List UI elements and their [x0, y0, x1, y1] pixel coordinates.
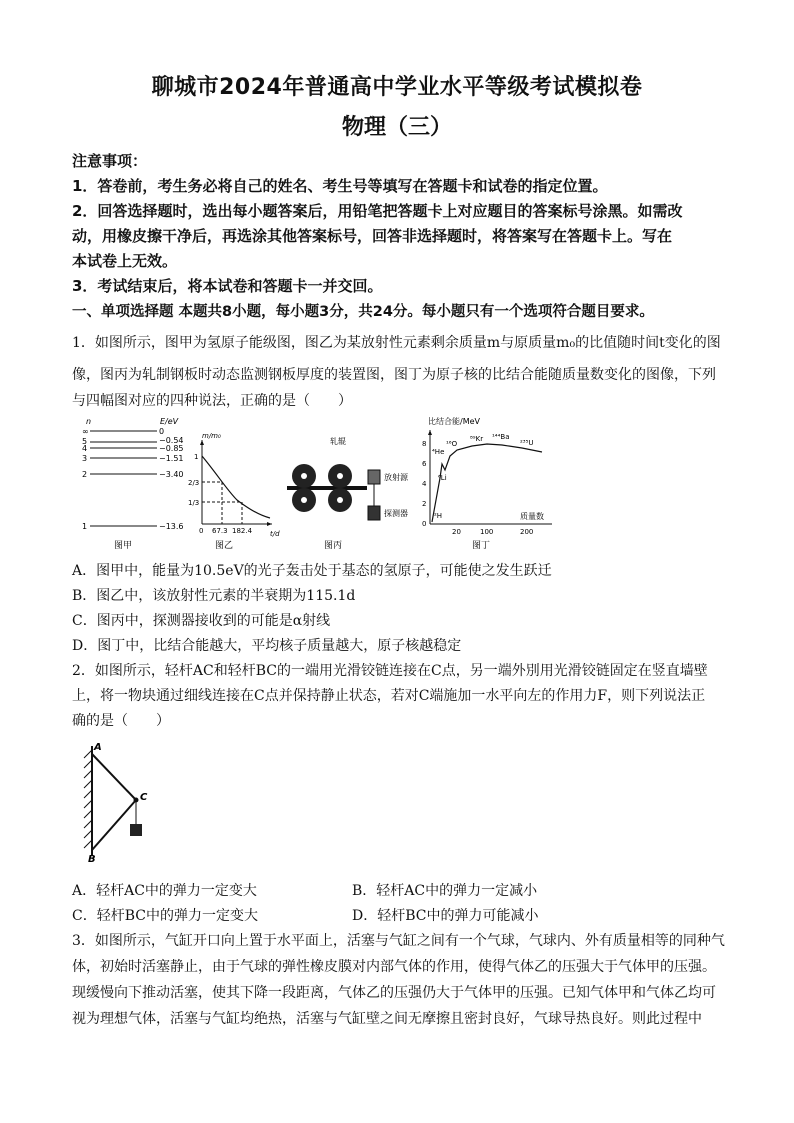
fig-ding-xtick: 20: [452, 528, 461, 536]
q3-stem: 3．如图所示，气缸开口向上置于水平面上，活塞与气缸之间有一个气球，气球内、外有质量相等的同种气: [72, 933, 725, 949]
fig-ding-ytick: 0: [422, 520, 427, 528]
exam-title: 聊城市2024年普通高中学业水平等级考试模拟卷: [151, 75, 643, 100]
fig-yi-caption: 图乙: [215, 541, 234, 551]
q1-option-d: D．图丁中，比结合能越大，平均核子质量越大，原子核越稳定: [72, 638, 462, 654]
q1-stem: 1．如图所示，图甲为氢原子能级图，图乙为某放射性元素剩余质量m与原质量m₀的比值随时间t变化的图: [72, 335, 721, 351]
q2-option-b: B．轻杆AC中的弹力一定减小: [352, 883, 538, 899]
level-n: 2: [82, 470, 88, 479]
nuclide-label: ⁴He: [432, 448, 445, 456]
block: [130, 824, 142, 836]
q2-option-a: A．轻杆AC中的弹力一定变大: [72, 883, 257, 899]
nuclide-label: ¹⁴⁴Ba: [492, 433, 510, 441]
level-n: ∞: [82, 427, 89, 436]
fig-ding-caption: 图丁: [472, 541, 491, 551]
q2-stem: 上，将一物块通过细线连接在C点并保持静止状态，若对C端施加一水平向左的作用力F，则下列说法正: [72, 688, 706, 704]
fig-bing-caption: 图丙: [324, 541, 343, 551]
nuclide-label: ²³⁵U: [520, 439, 534, 447]
level-e: −3.40: [159, 470, 184, 479]
fig-ding-ylabel: 比结合能/MeV: [428, 417, 480, 426]
label-c: C: [140, 792, 148, 803]
fig-yi-xtick: 0: [199, 527, 204, 535]
fig-ding-ytick: 4: [422, 480, 427, 488]
fig-jia-caption: 图甲: [114, 541, 133, 551]
detector-box: [368, 506, 380, 520]
notice-item: 本试卷上无效。: [72, 252, 178, 270]
fig-yi-ytick: 2/3: [188, 479, 200, 487]
section-heading: 一、单项选择题 本题共8小题，每小题3分，共24分。每小题只有一个选项符合题目要求。: [72, 304, 654, 320]
source-label: 放射源: [384, 473, 408, 482]
q1-option-b: B．图乙中，该放射性元素的半衰期为115.1d: [72, 588, 356, 604]
fig-ding-xlabel: 质量数: [520, 512, 544, 521]
notice-item: 1．答卷前，考生务必将自己的姓名、考生号等填写在答题卡和试卷的指定位置。: [72, 177, 608, 195]
rod-bc: [92, 800, 136, 850]
q1-figures: [72, 412, 572, 554]
q1-option-a: A．图甲中，能量为10.5eV的光子轰击处于基态的氢原子，可能使之发生跃迁: [72, 563, 552, 579]
level-n: 4: [82, 444, 88, 453]
notice-item: 动，用橡皮擦干净后，再选涂其他答案标号，回答非选择题时，将答案写在答题卡上。写在: [72, 227, 673, 245]
level-e: −1.51: [159, 454, 184, 463]
fig-yi: [188, 432, 280, 551]
nuclide-label: ⁸⁹Kr: [470, 435, 484, 443]
label-b: B: [88, 854, 96, 865]
notice-item: 2．回答选择题时，选出每小题答案后，用铅笔把答题卡上对应题目的答案标号涂黑。如需改: [72, 202, 683, 220]
q2-option-c: C．轻杆BC中的弹力一定变大: [72, 908, 258, 924]
q1-stem: 与四幅图对应的四种说法，正确的是（ ）: [72, 393, 352, 409]
level-e: 0: [159, 427, 165, 436]
level-n: 3: [82, 454, 88, 463]
q2-stem: 2．如图所示，轻杆AC和轻杆BC的一端用光滑铰链连接在C点，另一端外別用光滑铰链固定在竖直墙壁: [72, 663, 708, 679]
fig-yi-xtick: 67.3: [212, 527, 228, 535]
fig-bing: [287, 436, 409, 551]
level-e: −0.85: [159, 444, 184, 453]
fig-jia: [82, 417, 184, 551]
label-a: A: [94, 742, 102, 753]
level-n: 1: [82, 522, 88, 531]
nuclide-label: ¹⁶O: [446, 440, 458, 448]
level-e: −0.54: [159, 436, 184, 445]
q2-option-d: D．轻杆BC中的弹力可能减小: [352, 908, 539, 924]
fig-ding-xtick: 100: [480, 528, 494, 536]
nuclide-label: ²H: [434, 512, 443, 520]
nuclide-label: ⁶Li: [438, 474, 447, 482]
fig-jia-e-label: E/eV: [160, 417, 179, 426]
rod-ac: [92, 754, 136, 800]
q3-stem: 现缓慢向下推动活塞，使其下降一段距离，气体乙的压强仍大于气体甲的压强。已知气体甲和气体乙均可: [72, 985, 716, 1001]
fig-yi-ytick: 1: [194, 453, 199, 461]
fig-jia-n-label: n: [86, 417, 92, 426]
fig-yi-xtick: 182.4: [232, 527, 253, 535]
roller-label: 轧辊: [330, 437, 346, 446]
q2-stem: 确的是（ ）: [72, 713, 170, 729]
notice-item: 3．考试结束后，将本试卷和答题卡一并交回。: [72, 277, 383, 295]
exam-subtitle: 物理（三）: [341, 115, 452, 140]
fig-ding-ytick: 2: [422, 500, 427, 508]
level-n: 5: [82, 437, 88, 446]
detector-label: 探测器: [384, 509, 408, 518]
q3-stem: 视为理想气体，活塞与气缸均绝热，活塞与气缸壁之间无摩擦且密封良好，气球导热良好。则此过程中: [72, 1011, 702, 1027]
source-box: [368, 470, 380, 484]
fig-ding-xtick: 200: [520, 528, 534, 536]
fig-ding-ytick: 6: [422, 460, 427, 468]
q1-stem: 像，图丙为轧制钢板时动态监测钢板厚度的装置图，图丁为原子核的比结合能随质量数变化的图像，下列: [72, 367, 716, 383]
q3-stem: 体，初始时活塞静止，由于气球的弹性橡皮膜对内部气体的作用，使得气体乙的压强大于气体甲的压强。: [72, 959, 716, 975]
fig-yi-ylabel: m/m₀: [202, 432, 221, 440]
q2-figure: [80, 738, 170, 866]
fig-ding: [422, 416, 552, 551]
fig-yi-xlabel: t/d: [270, 530, 280, 538]
q1-option-c: C．图丙中，探测器接收到的可能是α射线: [72, 613, 331, 629]
notice-heading: 注意事项：: [72, 152, 148, 170]
level-e: −13.6: [159, 522, 184, 531]
fig-yi-ytick: 1/3: [188, 499, 200, 507]
fig-ding-ytick: 8: [422, 440, 427, 448]
